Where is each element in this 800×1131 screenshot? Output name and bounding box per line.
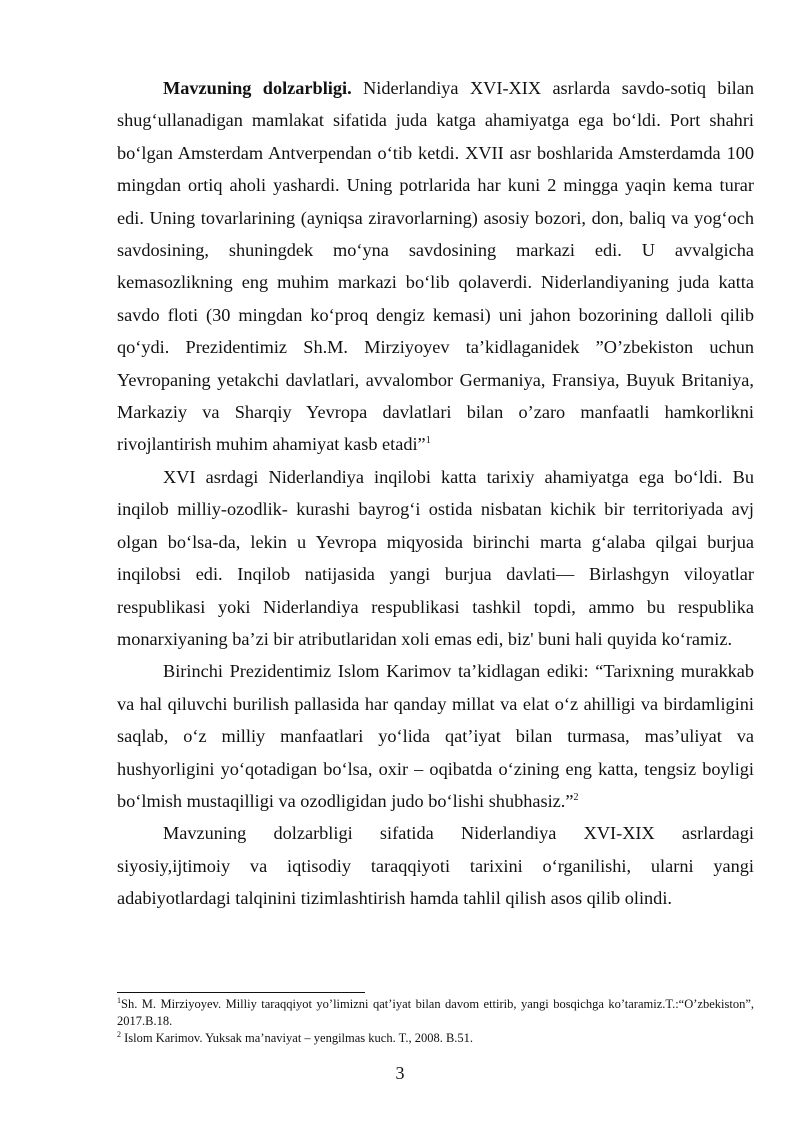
footnote-reference: 2: [573, 791, 579, 803]
footnote-text: Islom Karimov. Yuksak ma’naviyat – yengilmas kuch. T., 2008. B.51.: [121, 1031, 474, 1045]
page-number: 3: [395, 1063, 405, 1083]
footnote-separator: [117, 992, 365, 993]
paragraph-text: Birinchi Prezidentimiz Islom Karimov ta’kidlagan ediki: “Tarixning murakkab va hal qiluvchi burilish pallasida har qanday millat va elat o‘z ahilligi va birdamligini saqlab, o‘z milliy manfaatlari yo‘lida qat’iyat bilan turmasa, mas’uliyat va hushyorligini yo‘qotadigan bo‘lsa, oxir – oqibatda o‘zining eng katta, tengsiz boyligi bo‘lmish mustaqilligi va ozodligidan judo bo‘lishi shubhasiz.”: [117, 661, 754, 811]
footnote-mark: 2: [117, 1029, 121, 1039]
footnotes: [117, 996, 754, 1047]
footnote-item: [117, 1030, 754, 1047]
paragraph-text: Niderlandiya XVI-XIX asrlarda savdo-sotiq bilan shug‘ullanadigan mamlakat sifatida juda katga ahamiyatga ega bo‘ldi. Port shahri bo‘lgan Amsterdam Antverpendan o‘tib ketdi. XVII asr boshlarida Amsterdamda 100 mingdan ortiq aholi yashardi. Uning potrlarida har kuni 2 mingga yaqin kema turar edi. Uning tovarlarining (ayniqsa ziravorlarning) asosiy bozori, don, baliq va yog‘och savdosining, shuningdek mo‘yna savdosining markazi edi. U avvalgicha kemasozlikning eng muhim markazi bo‘lib qolaverdi. Niderlandiyaning juda katta savdo floti (30 mingdan ko‘proq dengiz kemasi) uni jahon bozorining dalloli qilib qo‘ydi. Prezidentimiz Sh.M. Mirziyoyev ta’kidlaganidek ”O’zbekiston uchun Yevropaning yetakchi davlatlari, avvalombor Germaniya, Fransiya, Buyuk Britaniya, Markaziy va Sharqiy Yevropa davlatlari bilan o’zaro manfaatli hamkorlikni rivojlantirish muhim ahamiyat kasb etadi”: [117, 78, 754, 455]
paragraph-text: XVI asrdagi Niderlandiya inqilobi katta tarixiy ahamiyatga ega bo‘ldi. Bu inqilob milliy-ozodlik- kurashi bayrog‘i ostida nisbatan kichik bir territoriyada avj olgan bo‘lsa-da, lekin u Yevropa miqyosida birinchi marta g‘alaba qilgai burjua inqilobsi edi. Inqilob natijasida yangi burjua davlati— Birlashgyn viloyatlar respublikasi yoki Niderlandiya respublikasi tashkil topdi, ammo bu respublika monarxiyaning ba’zi bir atributlaridan xoli emas edi, biz' buni hali quyida ko‘ramiz.: [117, 466, 754, 649]
footnote-text: Sh. M. Mirziyoyev. Milliy taraqqiyot yo’limizni qat’iyat bilan davom ettirib, yangi bosqichga ko’taramiz.T.:“O’zbekiston”, 2017.B.18.: [117, 997, 754, 1028]
footnote-reference: 1: [425, 435, 431, 447]
paragraph-text: Mavzuning dolzarbligi sifatida Niderlandiya XVI-XIX asrlardagi siyosiy,ijtimoiy va iqtisodiy taraqqiyoti tarixini o‘rganilishi, ularni yangi adabiyotlardagi talqinini tizimlashtirish hamda tahlil qilish asos qilib olindi.: [117, 823, 754, 909]
paragraph-karimov-quote: [117, 655, 754, 817]
footnote-mark: 1: [117, 995, 121, 1005]
footnote-item: [117, 996, 754, 1030]
paragraph-conclusion: [117, 817, 754, 914]
body-text: [117, 72, 754, 915]
section-lead-heading: Mavzuning dolzarbligi.: [163, 78, 352, 98]
paragraph-revolution: [117, 461, 754, 655]
paragraph-relevance: [117, 72, 754, 461]
